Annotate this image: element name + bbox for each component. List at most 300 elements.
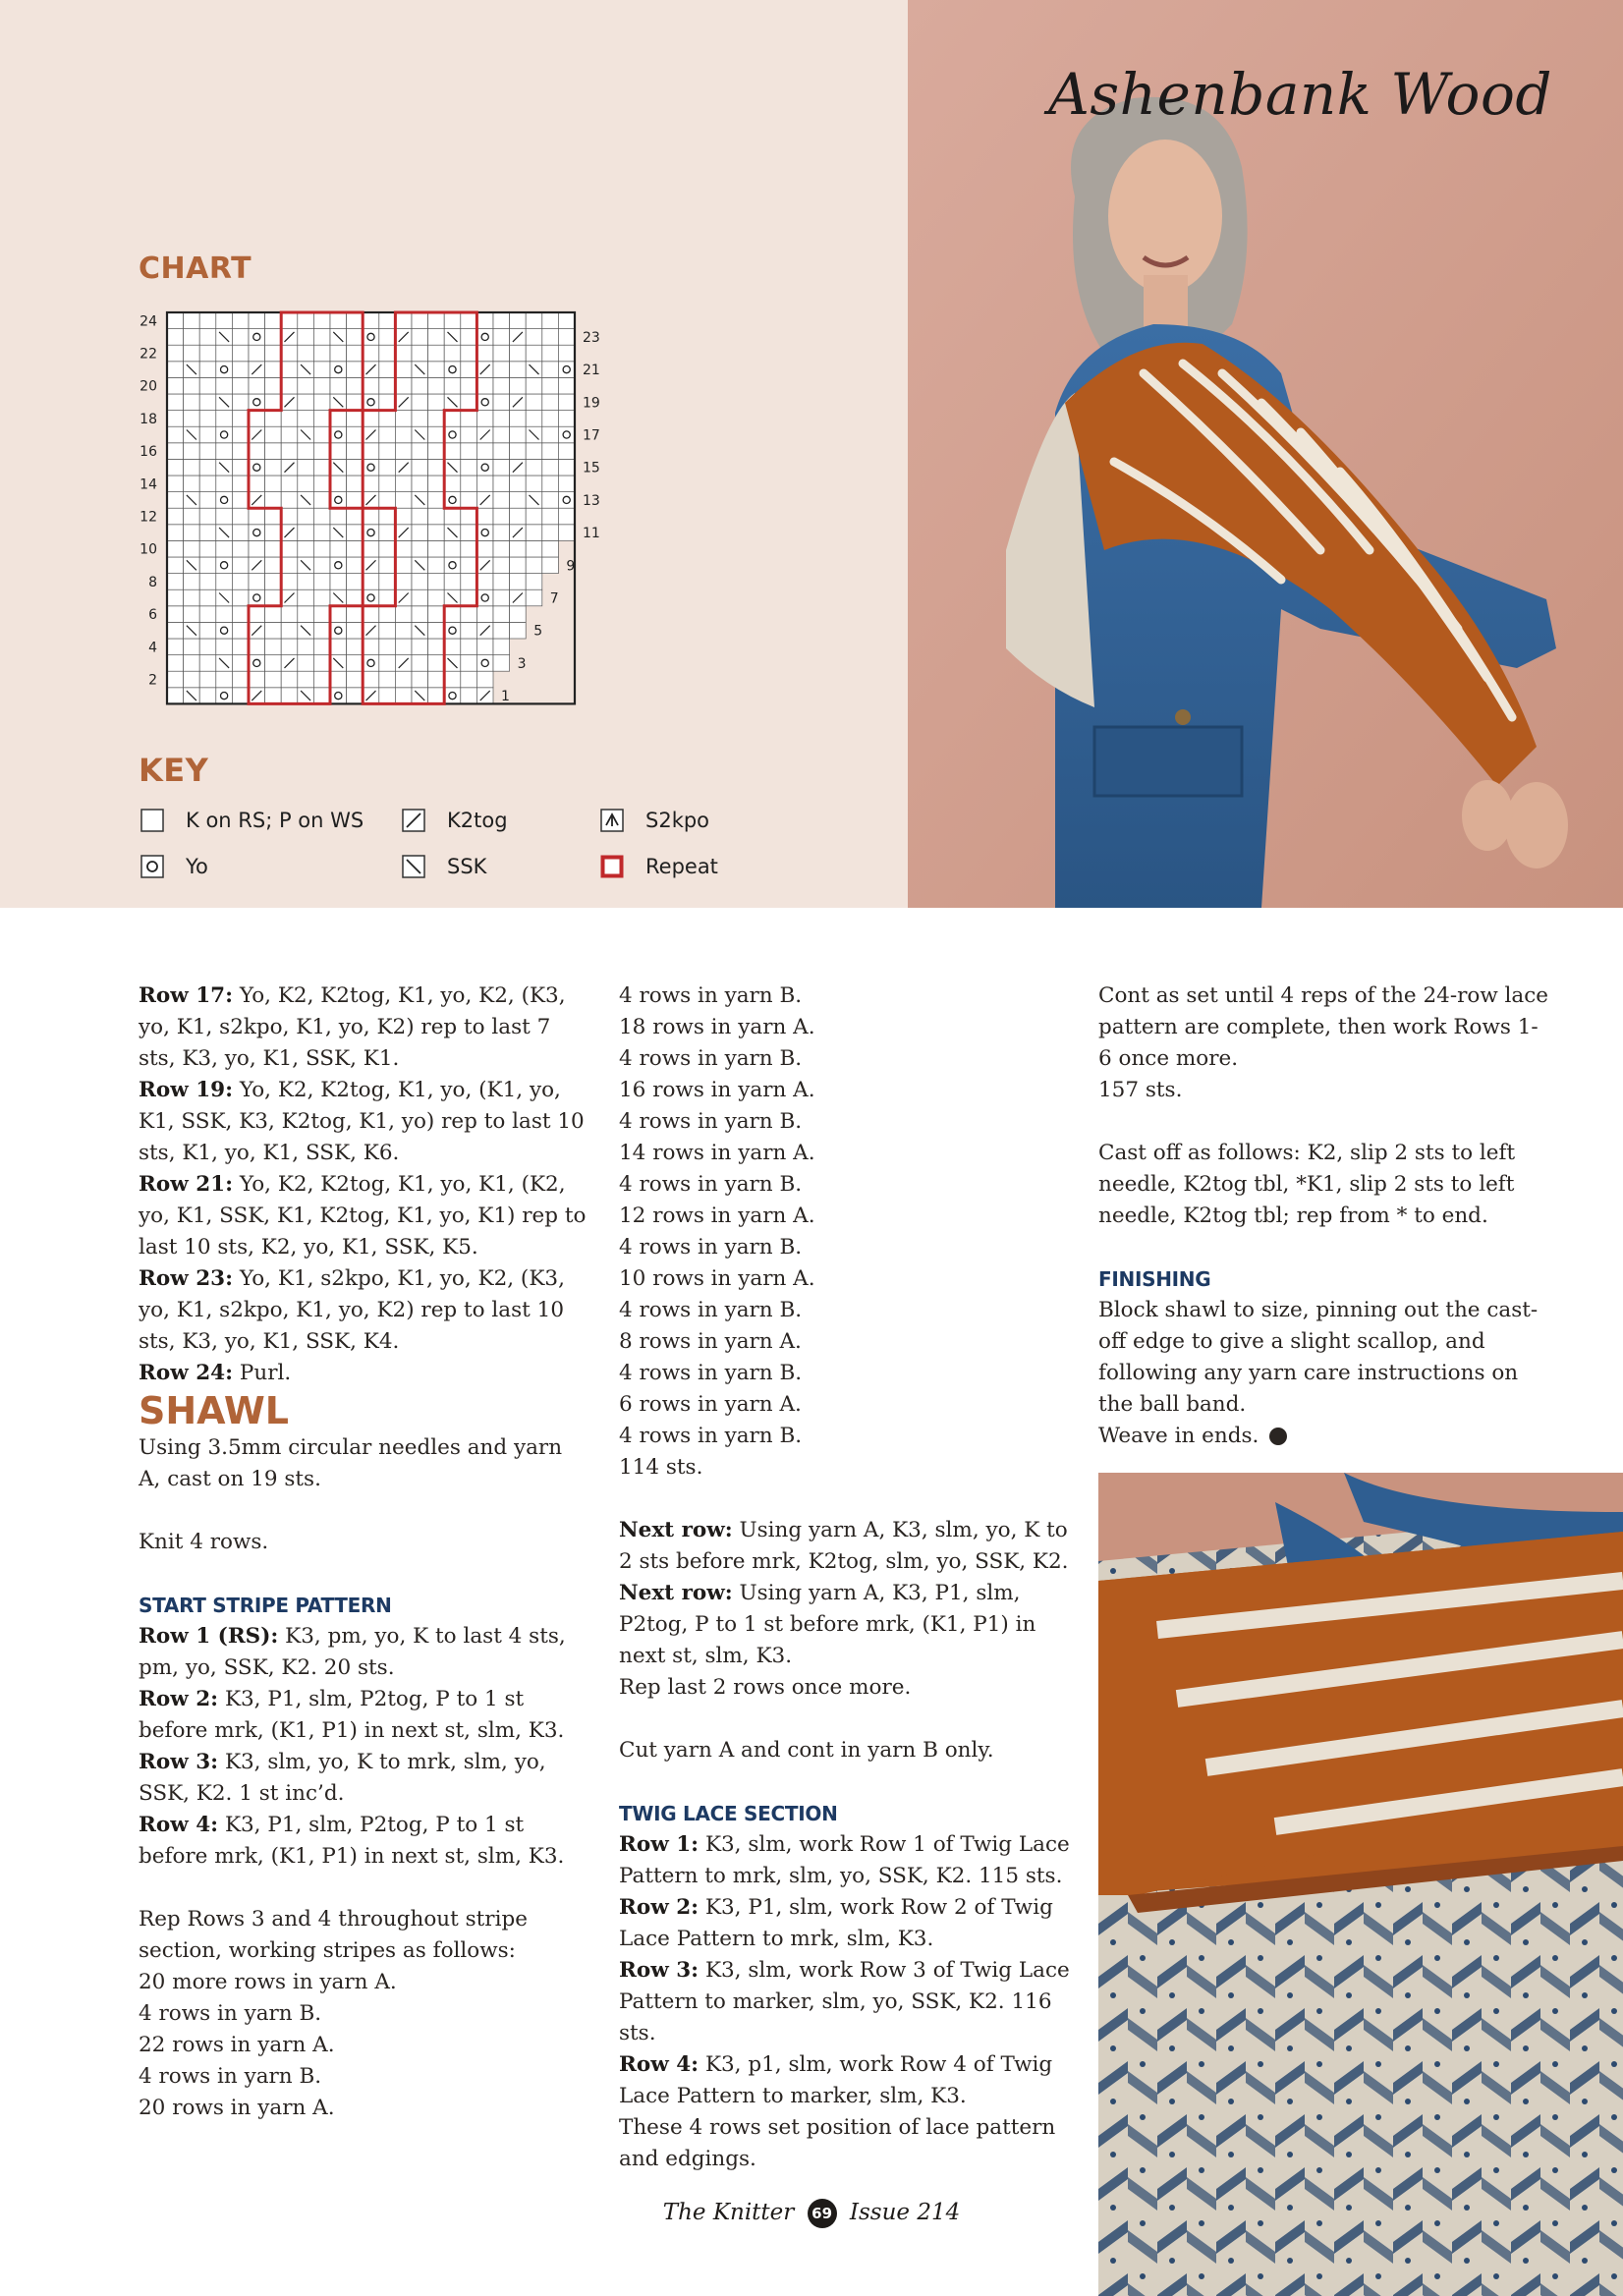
chart-cell: [249, 329, 265, 346]
chart-cell: [232, 411, 249, 427]
chart-cell: [526, 459, 542, 476]
stripe-line: 18 rows in yarn A.: [619, 1015, 815, 1039]
chart-cell: [412, 671, 428, 688]
chart-cell: [167, 377, 184, 394]
chart-cell: [216, 362, 233, 378]
chart-cell: [428, 312, 445, 329]
chart-cell: [298, 671, 314, 688]
stripe-line: 22 rows in yarn A.: [139, 2033, 335, 2057]
chart-cell: [167, 394, 184, 411]
chart-cell: [444, 639, 461, 655]
chart-cell: [395, 671, 412, 688]
chart-cell: [379, 688, 396, 704]
chart-cell: [347, 671, 364, 688]
shawl-heading: SHAWL: [139, 1389, 290, 1432]
chart-cell: [461, 525, 477, 541]
chart-cell: [461, 394, 477, 411]
chart-cell: [558, 345, 575, 362]
chart-cell: [298, 443, 314, 460]
stripe-line: 12 rows in yarn A.: [619, 1204, 815, 1228]
chart-cell: [395, 557, 412, 574]
chart-cell: [526, 557, 542, 574]
chart-cell: [347, 574, 364, 590]
chart-cell: [542, 362, 559, 378]
chart-cell: [199, 312, 216, 329]
chart-cell: [249, 411, 265, 427]
chart-cell: [347, 411, 364, 427]
chart-cell: [526, 508, 542, 525]
chart-cell: [167, 639, 184, 655]
chart-cell: [199, 459, 216, 476]
chart-cell: [363, 671, 379, 688]
chart-cell: [542, 377, 559, 394]
chart-cell: [412, 459, 428, 476]
chart-cell: [412, 476, 428, 492]
chart-cell: [199, 622, 216, 639]
chart-cell: [167, 508, 184, 525]
chart-cell: [216, 557, 233, 574]
chart-cell: [232, 540, 249, 557]
chart-row-label-left: 8: [148, 574, 157, 590]
chart-cell: [199, 329, 216, 346]
chart-cell: [313, 394, 330, 411]
chart-cell: [444, 574, 461, 590]
chart-cell: [232, 312, 249, 329]
chart-cell: [199, 411, 216, 427]
chart-cell: [330, 508, 347, 525]
chart-cell: [298, 655, 314, 672]
chart-cell: [363, 312, 379, 329]
chart-cell: [281, 606, 298, 623]
chart-cell: [216, 492, 233, 509]
chart-cell: [428, 525, 445, 541]
chart-cell: [526, 540, 542, 557]
chart-cell: [542, 345, 559, 362]
chart-cell: [493, 589, 510, 606]
stripe-line: 10 rows in yarn A.: [619, 1266, 815, 1291]
chart-cell: [330, 312, 347, 329]
chart-cell: [510, 540, 527, 557]
chart-cell: [265, 362, 282, 378]
chart-cell: [298, 476, 314, 492]
chart-cell: [265, 394, 282, 411]
chart-cell: [281, 508, 298, 525]
chart-cell: [313, 540, 330, 557]
chart-cell: [493, 540, 510, 557]
cast-off-text: Cast off as follows: K2, slip 2 sts to left needle, K2tog tbl, *K1, slip 2 sts to left needle, K2tog tbl; rep from * to end.: [1098, 1141, 1516, 1228]
chart-cell: [428, 329, 445, 346]
chart-cell: [412, 508, 428, 525]
chart-cell: [167, 329, 184, 346]
cut-yarn: Cut yarn A and cont in yarn B only.: [619, 1738, 994, 1763]
chart-cell: [216, 312, 233, 329]
chart-cell: [510, 622, 527, 639]
chart-cell: [510, 312, 527, 329]
chart-cell: [232, 622, 249, 639]
stripe-line: 4 rows in yarn B.: [619, 1361, 803, 1385]
chart-cell: [461, 362, 477, 378]
chart-cell: [526, 329, 542, 346]
chart-cell: [249, 606, 265, 623]
chart-cell: [395, 411, 412, 427]
chart-cell: [347, 606, 364, 623]
chart-cell: [313, 492, 330, 509]
chart-cell: [493, 411, 510, 427]
chart-cell: [167, 459, 184, 476]
chart-cell: [363, 574, 379, 590]
chart-cell: [167, 622, 184, 639]
chart-row-label-left: 22: [140, 346, 157, 363]
chart-row-label-left: 10: [140, 541, 157, 558]
chart-cell: [444, 492, 461, 509]
chart-cell: [199, 671, 216, 688]
chart-row-label-right: 7: [549, 590, 559, 607]
chart-cell: [330, 345, 347, 362]
chart-cell: [281, 540, 298, 557]
chart-cell: [526, 377, 542, 394]
chart-cell: [347, 622, 364, 639]
chart-cell: [184, 329, 200, 346]
chart-cell: [379, 492, 396, 509]
chart-cell: [461, 492, 477, 509]
stripe-line: 6 rows in yarn A.: [619, 1392, 802, 1417]
chart-cell: [428, 394, 445, 411]
chart-cell: [330, 557, 347, 574]
chart-cell: [330, 426, 347, 443]
chart-cell: [542, 394, 559, 411]
chart-cell: [493, 394, 510, 411]
chart-cell: [265, 639, 282, 655]
chart-cell: [199, 443, 216, 460]
chart-cell: [379, 589, 396, 606]
chart-cell: [184, 443, 200, 460]
stripe-line: 8 rows in yarn A.: [619, 1329, 802, 1354]
chart-cell: [461, 443, 477, 460]
chart-cell: [395, 622, 412, 639]
key-ssk: [402, 855, 486, 878]
chart-cell: [167, 492, 184, 509]
chart-cell: [493, 459, 510, 476]
chart-cell: [347, 312, 364, 329]
chart-cell: [363, 589, 379, 606]
chart-cell: [232, 394, 249, 411]
chart-cell: [461, 540, 477, 557]
stripe-line: 20 more rows in yarn A.: [139, 1970, 397, 1994]
chart-cell: [428, 508, 445, 525]
next-row-1: Next row: Using yarn A, K3, slm, yo, K to 2 sts before mrk, K2tog, slm, yo, SSK, K2.: [619, 1518, 1069, 1574]
chart-cell: [395, 377, 412, 394]
chart-cell: [558, 362, 575, 378]
chart-cell: [493, 655, 510, 672]
chart-cell: [493, 345, 510, 362]
chart-cell: [510, 476, 527, 492]
chart-cell: [216, 476, 233, 492]
chart-cell: [526, 574, 542, 590]
chart-cell: [476, 655, 493, 672]
chart-cell: [558, 476, 575, 492]
chart-cell: [313, 362, 330, 378]
chart-cell: [493, 639, 510, 655]
repeat-rows-text: Rep Rows 3 and 4 throughout stripe section, working stripes as follows:: [139, 1907, 528, 1963]
chart-cell: [428, 459, 445, 476]
chart-cell: [412, 345, 428, 362]
pattern-title: Ashenbank Wood: [1048, 61, 1552, 128]
chart-cell: [444, 557, 461, 574]
chart-cell: [232, 688, 249, 704]
chart-cell: [493, 508, 510, 525]
chart-cell: [330, 540, 347, 557]
chart-cell: [444, 476, 461, 492]
key-heading: KEY: [139, 752, 209, 789]
chart-cell: [461, 377, 477, 394]
chart-cell: [493, 377, 510, 394]
chart-cell: [298, 639, 314, 655]
row-23: Row 23: Yo, K1, s2kpo, K1, yo, K2, (K3, yo, K1, s2kpo, K1, yo, K2) rep to last 10 sts, K3, yo, K1, SSK, K4.: [139, 1266, 565, 1354]
chart-cell: [461, 345, 477, 362]
key-yo-label: Yo: [186, 855, 208, 878]
chart-cell: [542, 492, 559, 509]
chart-cell: [526, 525, 542, 541]
chart-cell: [313, 345, 330, 362]
chart-cell: [526, 394, 542, 411]
stitch-count-157: 157 sts.: [1098, 1078, 1183, 1102]
k2tog-slash-icon: [402, 809, 425, 832]
row-21: Row 21: Yo, K2, K2tog, K1, yo, K1, (K2, yo, K1, SSK, K1, K2tog, K1, yo, K1) rep to last 10 sts, K2, yo, K1, SSK, K5.: [139, 1172, 587, 1260]
chart-cell: [542, 459, 559, 476]
cont-as-set: Cont as set until 4 reps of the 24-row lace pattern are complete, then work Rows 1-6 once more.: [1098, 983, 1549, 1071]
chart-cell: [476, 606, 493, 623]
chart-cell: [493, 492, 510, 509]
chart-cell: [265, 540, 282, 557]
chart-cell: [167, 589, 184, 606]
page-footer: [0, 2199, 1623, 2228]
chart-cell: [216, 540, 233, 557]
chart-cell: [232, 655, 249, 672]
chart-cell: [558, 459, 575, 476]
chart-cell: [167, 345, 184, 362]
chart-cell: [281, 411, 298, 427]
set-position-text: These 4 rows set position of lace pattern and edgings.: [619, 2115, 1056, 2171]
chart-cell: [199, 492, 216, 509]
chart-cell: [444, 688, 461, 704]
chart-cell: [249, 589, 265, 606]
chart-cell: [558, 443, 575, 460]
chart-cell: [313, 639, 330, 655]
chart-cell: [265, 443, 282, 460]
chart-cell: [379, 574, 396, 590]
chart-cell: [281, 312, 298, 329]
chart-heading: CHART: [139, 252, 252, 286]
chart-cell: [363, 394, 379, 411]
chart-cell: [232, 443, 249, 460]
twig-lace-heading: TWIG LACE SECTION: [619, 1802, 838, 1825]
chart-row-label-left: 6: [148, 607, 157, 624]
chart-cell: [428, 540, 445, 557]
chart-cell: [313, 411, 330, 427]
chart-cell: [184, 459, 200, 476]
chart-cell: [313, 557, 330, 574]
chart-cell: [249, 574, 265, 590]
chart-cell: [476, 377, 493, 394]
chart-cell: [395, 606, 412, 623]
chart-row-label-right: 3: [517, 655, 527, 672]
chart-cell: [510, 557, 527, 574]
chart-cell: [167, 476, 184, 492]
chart-cell: [493, 312, 510, 329]
chart-cell: [298, 345, 314, 362]
stripe-line: 16 rows in yarn A.: [619, 1078, 815, 1102]
chart-cell: [347, 589, 364, 606]
chart-cell: [232, 377, 249, 394]
chart-cell: [428, 476, 445, 492]
knit-square-icon: [140, 809, 164, 832]
chart-cell: [510, 411, 527, 427]
chart-cell: [265, 329, 282, 346]
chart-cell: [281, 476, 298, 492]
stripe-line: 4 rows in yarn B.: [619, 1298, 803, 1322]
model-photo: [908, 0, 1623, 908]
stripe-line: 4 rows in yarn B.: [619, 983, 803, 1008]
chart-cell: [558, 426, 575, 443]
chart-cell: [363, 639, 379, 655]
chart-row-label-right: 5: [533, 623, 543, 640]
stripe-line: 4 rows in yarn B.: [619, 1046, 803, 1071]
chart-cell: [461, 508, 477, 525]
chart-cell: [199, 426, 216, 443]
chart-cell: [330, 622, 347, 639]
chart-cell: [461, 574, 477, 590]
chart-cell: [232, 639, 249, 655]
chart-cell: [347, 508, 364, 525]
chart-cell: [379, 362, 396, 378]
stripe-line: 4 rows in yarn B.: [619, 1109, 803, 1134]
chart-cell: [265, 411, 282, 427]
chart-cell: [461, 639, 477, 655]
repeat-box-icon: [600, 855, 624, 878]
chart-cell: [281, 443, 298, 460]
chart-cell: [428, 589, 445, 606]
chart-cell: [379, 622, 396, 639]
chart-cell: [461, 589, 477, 606]
chart-cell: [199, 540, 216, 557]
instructions-column-1: [139, 980, 590, 2124]
chart-cell: [363, 476, 379, 492]
chart-cell: [526, 589, 542, 606]
chart-cell: [526, 443, 542, 460]
chart-cell: [199, 574, 216, 590]
chart-cell: [476, 639, 493, 655]
chart-cell: [476, 443, 493, 460]
chart-cell: [395, 443, 412, 460]
chart-cell: [265, 671, 282, 688]
chart-cell: [313, 443, 330, 460]
chart-cell: [313, 574, 330, 590]
chart-cell: [428, 557, 445, 574]
chart-cell: [330, 639, 347, 655]
chart-cell: [167, 411, 184, 427]
chart-cell: [347, 557, 364, 574]
chart-cell: [461, 329, 477, 346]
instructions-column-2: [619, 980, 1071, 2175]
chart-cell: [249, 671, 265, 688]
twig-row-2: Row 2: K3, P1, slm, work Row 2 of Twig Lace Pattern to mrk, slm, K3.: [619, 1895, 1053, 1951]
chart-row-label-right: 13: [583, 492, 600, 509]
chart-cell: [347, 639, 364, 655]
key-repeat-label: Repeat: [645, 855, 718, 878]
chart-cell: [379, 443, 396, 460]
chart-cell: [281, 671, 298, 688]
chart-cell: [526, 476, 542, 492]
chart-cell: [395, 540, 412, 557]
chart-row-label-left: 4: [148, 640, 157, 656]
magazine-name: The Knitter: [662, 2200, 795, 2225]
chart-cell: [265, 525, 282, 541]
chart-cell: [444, 606, 461, 623]
chart-cell: [265, 377, 282, 394]
chart-cell: [249, 525, 265, 541]
chart-cell: [461, 671, 477, 688]
chart-cell: [526, 345, 542, 362]
chart-cell: [412, 377, 428, 394]
chart-cell: [461, 476, 477, 492]
yo-circle-icon: [140, 855, 164, 878]
chart-cell: [379, 426, 396, 443]
chart-cell: [428, 426, 445, 443]
chart-row-label-left: 20: [140, 378, 157, 395]
chart-cell: [199, 557, 216, 574]
chart-cell: [216, 443, 233, 460]
chart-cell: [249, 345, 265, 362]
row-24: Row 24: Purl.: [139, 1361, 292, 1385]
chart-cell: [363, 411, 379, 427]
chart-row-label-right: 11: [583, 526, 600, 542]
chart-cell: [199, 688, 216, 704]
chart-cell: [199, 394, 216, 411]
chart-cell: [199, 655, 216, 672]
chart-cell: [493, 329, 510, 346]
stripe-row-1: Row 1 (RS): K3, pm, yo, K to last 4 sts, pm, yo, SSK, K2. 20 sts.: [139, 1624, 566, 1680]
chart-cell: [184, 377, 200, 394]
chart-cell: [232, 606, 249, 623]
chart-cell: [428, 655, 445, 672]
chart-cell: [542, 426, 559, 443]
chart-cell: [347, 329, 364, 346]
chart-cell: [167, 671, 184, 688]
chart-cell: [232, 574, 249, 590]
chart-cell: [461, 459, 477, 476]
chart-cell: [313, 476, 330, 492]
chart-cell: [232, 508, 249, 525]
chart-cell: [265, 574, 282, 590]
chart-cell: [281, 345, 298, 362]
chart-cell: [412, 329, 428, 346]
chart-cell: [249, 540, 265, 557]
chart-cell: [298, 589, 314, 606]
chart-cell: [444, 622, 461, 639]
chart-cell: [412, 589, 428, 606]
stripe-line: 4 rows in yarn B.: [619, 1172, 803, 1197]
chart-cell: [395, 492, 412, 509]
chart-cell: [199, 345, 216, 362]
chart-cell: [313, 655, 330, 672]
chart-cell: [428, 574, 445, 590]
instructions-column-3: [1098, 980, 1550, 1452]
chart-cell: [184, 606, 200, 623]
chart-cell: [412, 525, 428, 541]
chart-cell: [184, 312, 200, 329]
chart-cell: [249, 312, 265, 329]
chart-cell: [395, 574, 412, 590]
